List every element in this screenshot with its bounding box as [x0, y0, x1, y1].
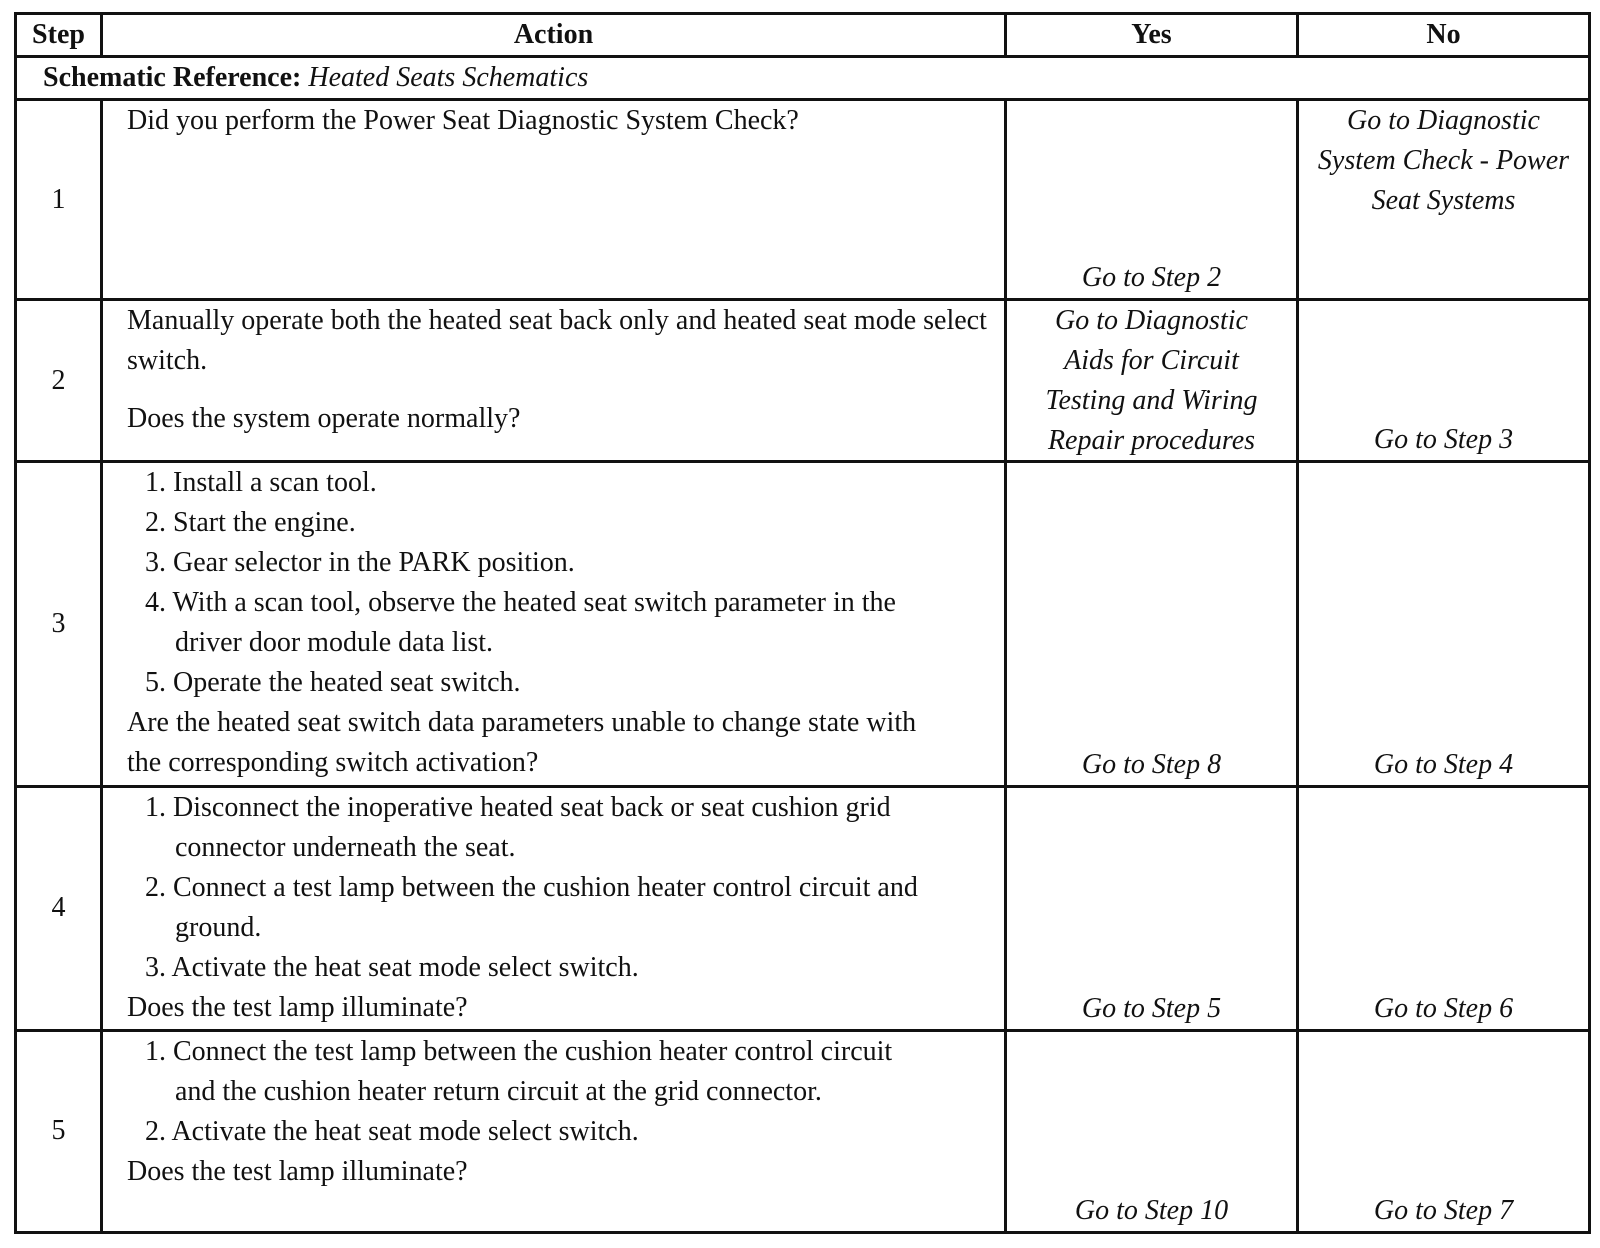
action-cell: [102, 300, 1006, 462]
action-text: Did you perform the Power Seat Diagnostic System Check?: [127, 105, 799, 137]
action-question: Does the system operate normally?: [127, 403, 521, 435]
no-result: Go to Step 3: [1373, 424, 1514, 456]
yes-result: Go to Step 8: [1081, 748, 1222, 780]
action-list: [127, 788, 994, 988]
yes-result: Go to Diagnostic Aids for Circuit Testing and Wiring Repair procedures: [1045, 305, 1258, 457]
diagnostic-table: [14, 12, 1591, 1234]
table-row: [16, 100, 1590, 300]
no-cell: [1298, 100, 1590, 300]
step-number: 3: [16, 462, 102, 787]
table-row: [16, 1030, 1590, 1232]
no-cell: [1298, 786, 1590, 1030]
header-step: Step: [16, 14, 102, 57]
step-number: 4: [16, 786, 102, 1030]
table-row: [16, 300, 1590, 462]
yes-result: Go to Step 2: [1081, 262, 1222, 294]
list-item: 2. Connect a test lamp between the cushion heater control circuit and ground.: [145, 871, 918, 943]
yes-cell: [1006, 786, 1298, 1030]
step-number: 5: [16, 1030, 102, 1232]
yes-cell: [1006, 1030, 1298, 1232]
schematic-link: Heated Seats Schematics: [308, 62, 589, 94]
no-cell: [1298, 462, 1590, 787]
list-item: 2. Activate the heat seat mode select switch.: [145, 1115, 639, 1147]
yes-cell: [1006, 462, 1298, 787]
no-result: Go to Step 7: [1373, 1195, 1514, 1226]
schematic-row: [16, 57, 1590, 100]
schematic-label: Schematic Reference:: [43, 62, 302, 94]
action-cell: [102, 1030, 1006, 1232]
action-cell: [102, 462, 1006, 787]
header-yes: Yes: [1006, 14, 1298, 57]
no-cell: [1298, 300, 1590, 462]
yes-result: Go to Step 10: [1074, 1195, 1229, 1226]
list-item: 1. Disconnect the inoperative heated seat back or seat cushion grid connector underneath the seat.: [145, 791, 891, 863]
list-item: 3. Activate the heat seat mode select switch.: [145, 951, 639, 983]
list-item: 2. Start the engine.: [145, 507, 356, 539]
no-result: Go to Step 6: [1373, 992, 1514, 1024]
yes-cell: [1006, 300, 1298, 462]
step-number: 2: [16, 300, 102, 462]
list-item: 4. With a scan tool, observe the heated seat switch parameter in the driver door module data list.: [145, 587, 896, 659]
list-item: 5. Operate the heated seat switch.: [145, 667, 521, 699]
header-row: [16, 14, 1590, 57]
action-list: [127, 463, 994, 703]
yes-cell: [1006, 100, 1298, 300]
action-cell: [102, 100, 1006, 300]
yes-result: Go to Step 5: [1081, 992, 1222, 1024]
schematic-reference: [16, 57, 1590, 100]
list-item: 1. Install a scan tool.: [145, 467, 377, 499]
action-question: Does the test lamp illuminate?: [127, 991, 468, 1023]
action-list: [127, 1032, 994, 1152]
header-no: No: [1298, 14, 1590, 57]
action-question: Are the heated seat switch data parameters unable to change state with the corresponding switch activation?: [127, 707, 917, 779]
step-number: 1: [16, 100, 102, 300]
table-row: [16, 786, 1590, 1030]
no-cell: [1298, 1030, 1590, 1232]
table-row: [16, 462, 1590, 787]
no-result: Go to Step 4: [1373, 748, 1514, 780]
list-item: 1. Connect the test lamp between the cushion heater control circuit and the cushion heater return circuit at the grid connector.: [145, 1035, 893, 1107]
header-action: Action: [102, 14, 1006, 57]
no-result: Go to Diagnostic System Check - Power Seat Systems: [1317, 105, 1570, 217]
action-cell: [102, 786, 1006, 1030]
action-question: Does the test lamp illuminate?: [127, 1155, 468, 1187]
list-item: 3. Gear selector in the PARK position.: [145, 547, 575, 579]
action-text: Manually operate both the heated seat back only and heated seat mode select switch.: [127, 305, 987, 377]
